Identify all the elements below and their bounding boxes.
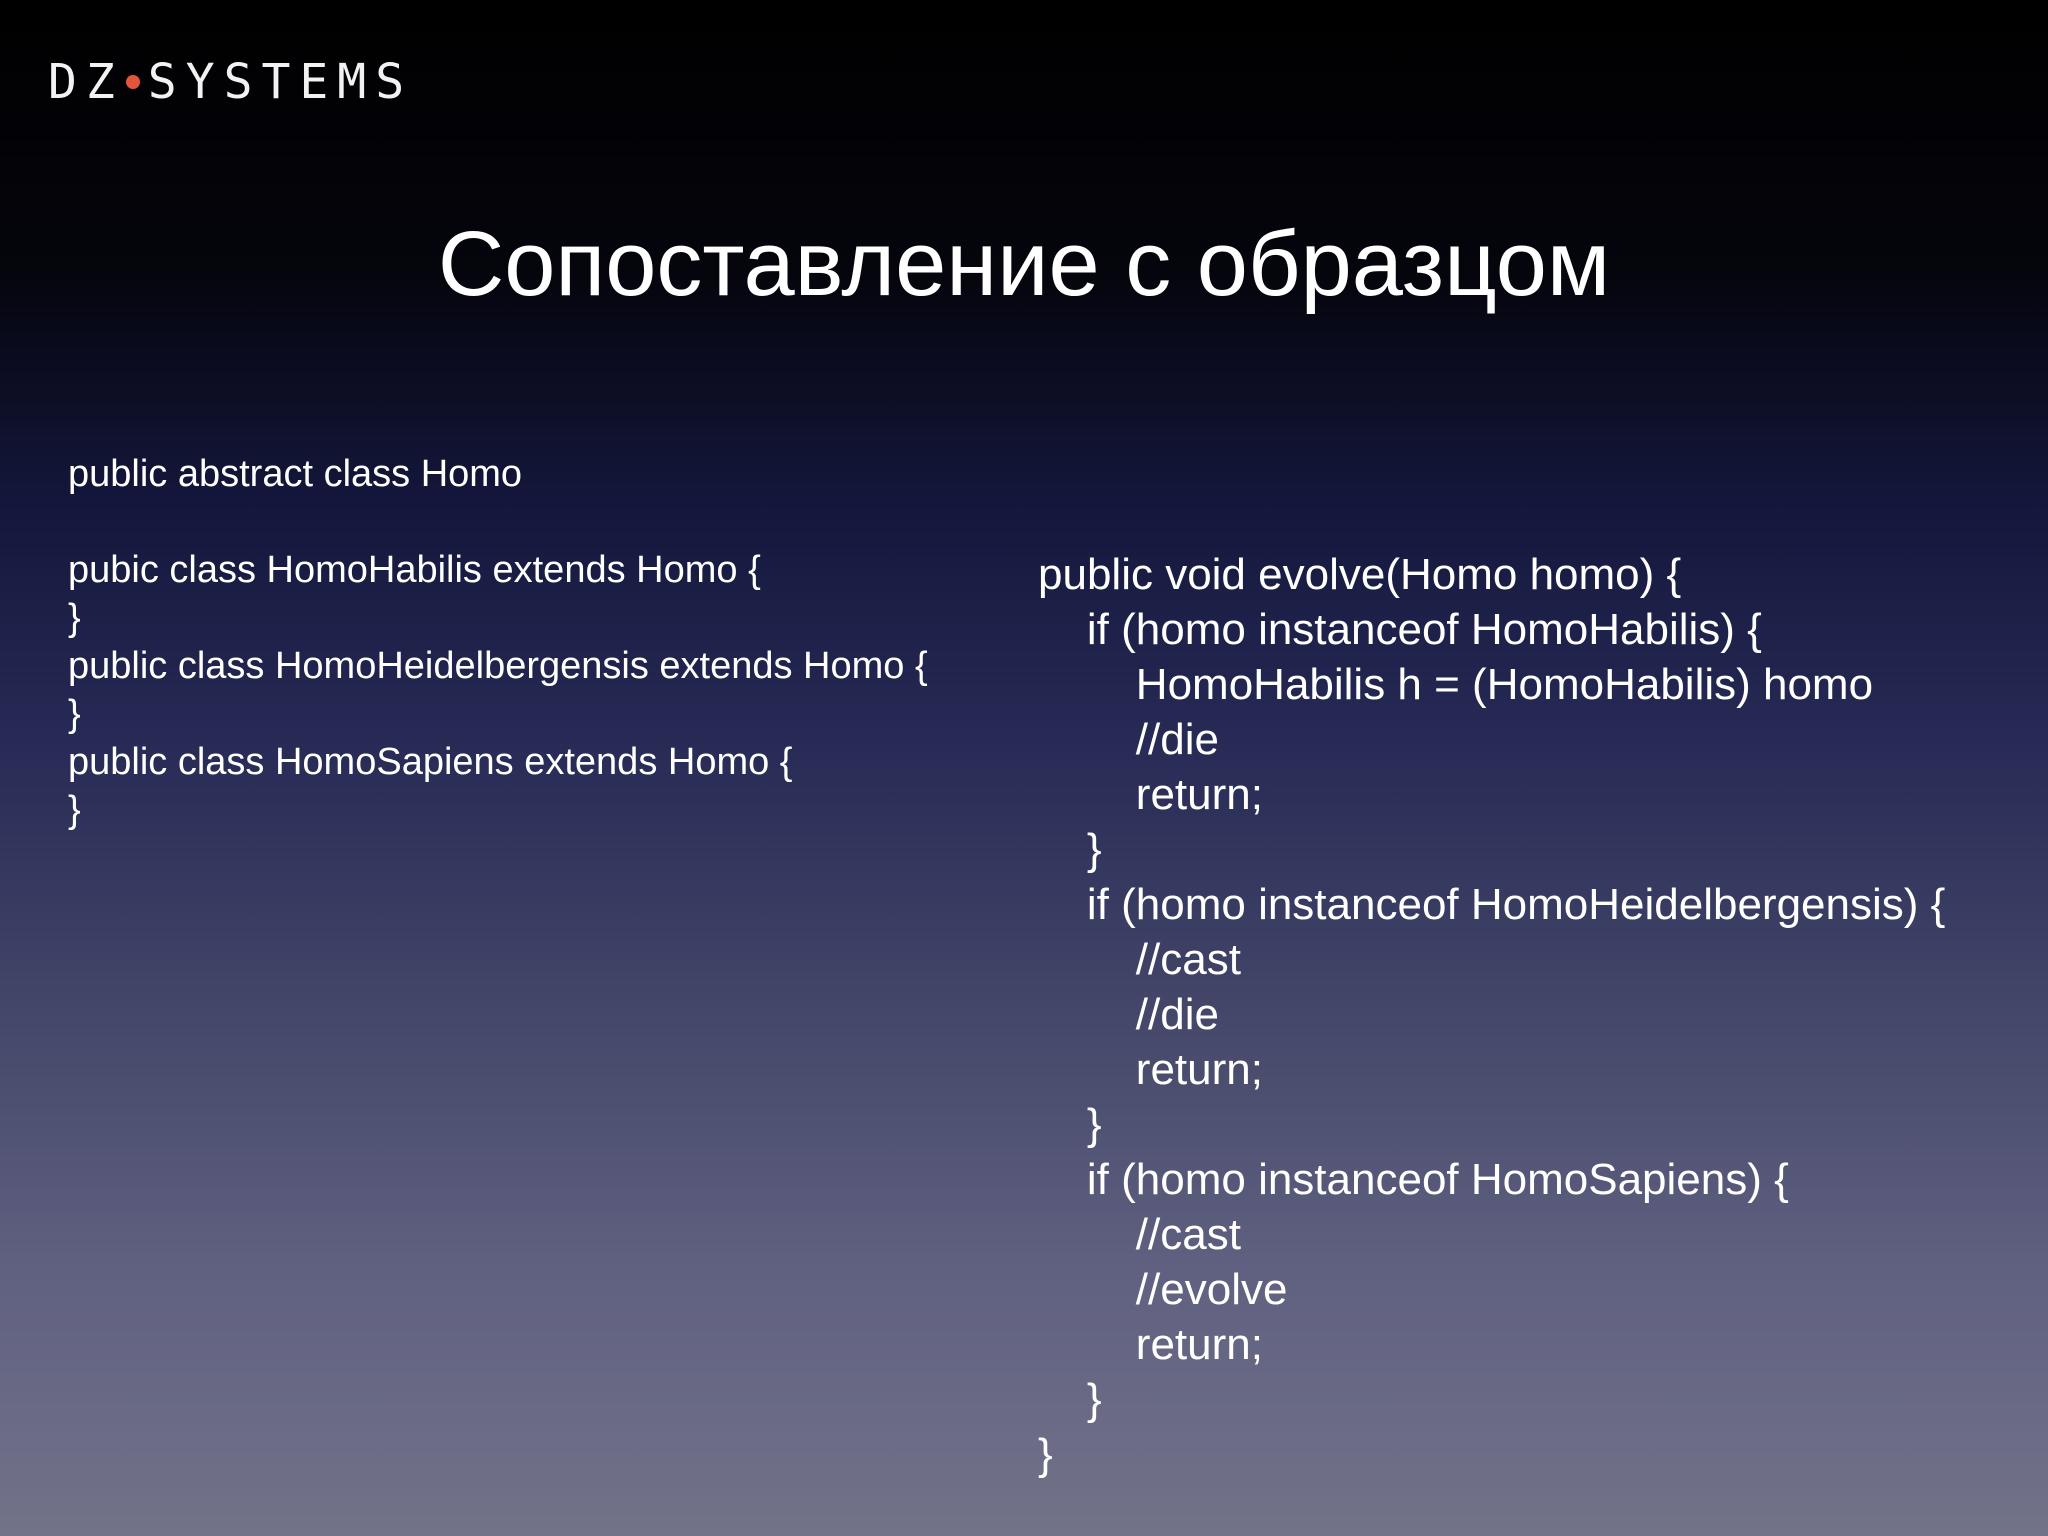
code-line: }: [68, 789, 81, 831]
evolve-method-code: [1038, 547, 2028, 1482]
code-line: //evolve: [1038, 1265, 1288, 1314]
code-line: HomoHabilis h = (HomoHabilis) homo: [1038, 660, 1874, 709]
code-line: if (homo instanceof HomoHabilis) {: [1038, 605, 1762, 654]
code-line: if (homo instanceof HomoSapiens) {: [1038, 1155, 1789, 1204]
class-declarations-code: [68, 450, 1028, 834]
dz-systems-logo: [48, 56, 413, 108]
code-line: return;: [1038, 1045, 1263, 1094]
code-line: public abstract class Homo: [68, 453, 523, 495]
code-line: public class HomoSapiens extends Homo {: [68, 741, 793, 783]
logo-dot-icon: [126, 75, 140, 89]
code-line: public class HomoHeidelbergensis extends Homo {: [68, 645, 928, 687]
code-line: return;: [1038, 770, 1263, 819]
code-line: if (homo instanceof HomoHeidelbergensis) {: [1038, 880, 1946, 929]
logo-text-dz: DZ: [48, 54, 124, 110]
code-line: }: [1038, 1100, 1102, 1149]
code-line: //die: [1038, 715, 1219, 764]
code-line: pubic class HomoHabilis extends Homo {: [68, 549, 761, 591]
logo-text-systems: SYSTEMS: [147, 54, 414, 110]
code-line: }: [68, 597, 81, 639]
code-line: [68, 498, 1028, 546]
code-line: }: [1038, 825, 1102, 874]
slide-title: Сопоставление с образцом: [437, 213, 1611, 315]
code-line: //cast: [1038, 1210, 1241, 1259]
code-line: }: [68, 693, 81, 735]
code-line: return;: [1038, 1320, 1263, 1369]
code-line: //cast: [1038, 935, 1241, 984]
code-line: }: [1038, 1375, 1102, 1424]
code-line: //die: [1038, 990, 1219, 1039]
code-line: }: [1038, 1430, 1053, 1479]
code-line: public void evolve(Homo homo) {: [1038, 550, 1682, 599]
